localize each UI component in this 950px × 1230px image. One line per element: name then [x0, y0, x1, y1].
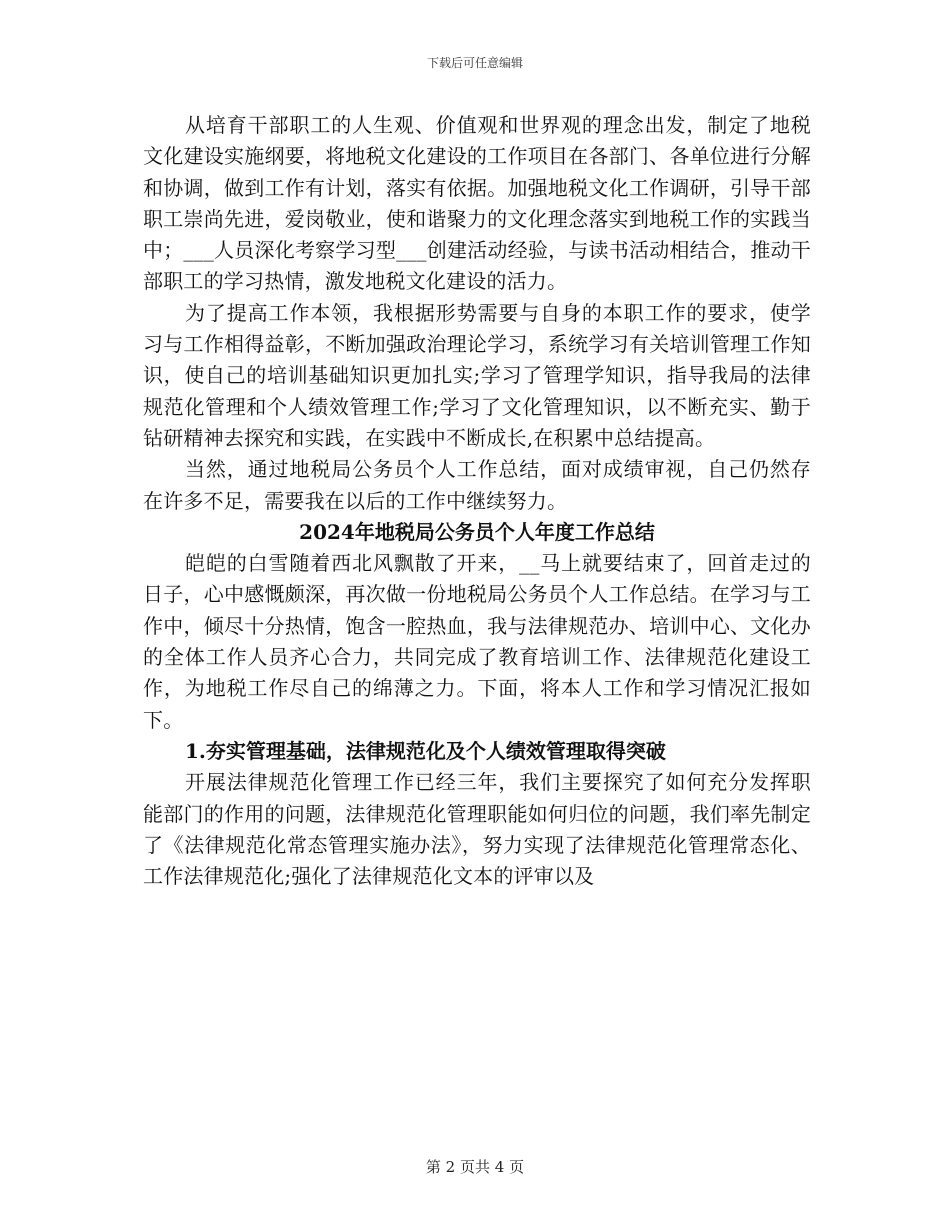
paragraph-intro: 皑皑的白雪随着西北风飘散了开来，__马上就要结束了，回首走过的日子，心中感慨颇深，再次做一份地税局公务员个人工作总结。在学习与工作中，倾尽十分热情，饱含一腔热血，我与法律规范办、培训中心、文化办的全体工作人员齐心合力，共同完成了教育培训工作、法律规范化建设工作，为地税工作尽自己的绵薄之力。下面，将本人工作和学习情况汇报如下。: [143, 551, 811, 732]
paragraph-culture-construction: 从培育干部职工的人生观、价值观和世界观的理念出发，制定了地税文化建设实施纲要，将地税文化建设的工作项目在各部门、各单位进行分解和协调，做到工作有计划，落实有依据。加强地税文化工作调研，引导干部职工崇尚先进，爱岗敬业，使和谐聚力的文化理念落实到地税工作的实践当中；___人员深化考察学习型___创建活动经验，与读书活动相结合，推动干部职工的学习热情，激发地税文化建设的活力。: [143, 113, 811, 294]
paragraph-study-improvement: 为了提高工作本领，我根据形势需要与自身的本职工作的要求，使学习与工作相得益彰，不断加强政治理论学习，系统学习有关培训管理工作知识，使自己的培训基础知识更加扎实;学习了管理学知识，指导我局的法律规范化管理和个人绩效管理工作;学习了文化管理知识，以不断充实、勤于钻研精神去探究和实践，在实践中不断成长,在积累中总结提高。: [143, 300, 811, 450]
header-note: 下载后可任意编辑: [426, 56, 523, 70]
section-title: 2024年地税局公务员个人年度工作总结: [299, 519, 655, 544]
paragraph-shortcomings: 当然，通过地税局公务员个人工作总结，面对成绩审视，自己仍然存在许多不足，需要我在以后的工作中继续努力。: [143, 457, 811, 513]
page-number: 第 2 页共 4 页: [425, 1158, 525, 1176]
paragraph-legal-management: 开展法律规范化管理工作已经三年，我们主要探究了如何充分发挥职能部门的作用的问题，法律规范化管理职能如何归位的问题，我们率先制定了《法律规范化常态管理实施办法》，努力实现了法律规范化管理常态化、工作法律规范化;强化了法律规范化文本的评审以及: [143, 770, 811, 889]
document-body: [143, 110, 811, 892]
section-subheading: 1.夯实管理基础，法律规范化及个人绩效管理取得突破: [185, 738, 666, 763]
